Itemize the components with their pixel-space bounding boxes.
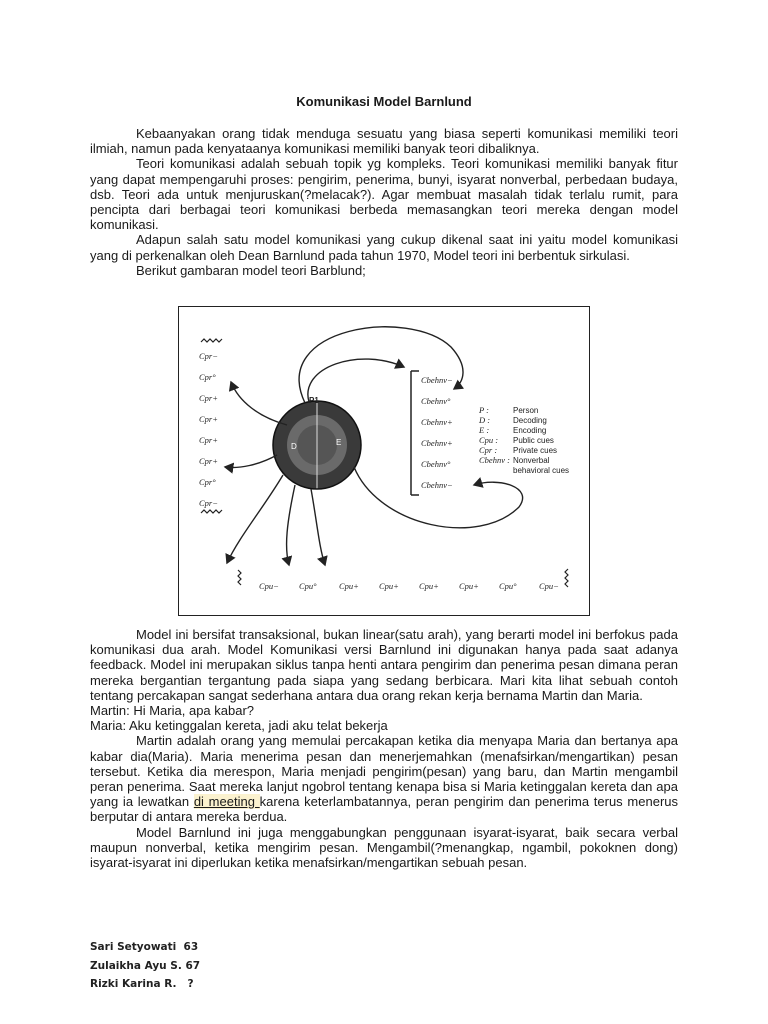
signature-2: Zulaikha Ayu S. 67 [90, 959, 201, 972]
paragraph-6-part-b: karena keterlambatannya, peran pengirim dan penerima terus menerus berputar di antara mereka berdua. [90, 794, 678, 825]
explanation-section [90, 627, 678, 870]
arrow-top-loop [299, 327, 463, 403]
cpr-label: Cpr+ [199, 435, 218, 445]
cpu-label: Cpu+ [419, 581, 439, 591]
zigzag-bottom-left-row [238, 570, 241, 585]
zigzag-bottom-right-row [565, 569, 568, 587]
cbehnv-label: Cbehnv° [421, 459, 451, 469]
arrow-to-cpr-upper [231, 382, 287, 425]
paragraph-3: Adapun salah satu model komunikasi yang cukup dikenal saat ini yaitu model komunikasi yang di perkenalkan oleh Dean Barnlund pada tahun 1970, Model teori ini berbentuk sirkulasi. [90, 232, 678, 263]
legend-desc: Decoding [513, 416, 547, 425]
cpu-label: Cpu° [499, 581, 517, 591]
cpr-label: Cpr+ [199, 456, 218, 466]
legend-key: Cbehnv : [479, 455, 510, 465]
private-cues-column [199, 351, 218, 508]
figure-legend [478, 405, 569, 475]
legend-desc: Person [513, 406, 539, 415]
behavioral-cues-column [421, 375, 453, 490]
legend-key: Cpu : [479, 435, 499, 445]
legend-desc: Private cues [513, 446, 558, 455]
document-title: Komunikasi Model Barnlund [296, 94, 472, 109]
arrow-to-cpu-2 [287, 485, 295, 565]
author-signatures [90, 938, 200, 994]
barnlund-diagram [179, 307, 589, 615]
cpr-label: Cpr° [199, 477, 216, 487]
cpr-label: Cpr+ [199, 414, 218, 424]
legend-key: E : [479, 425, 490, 435]
circle-label-e: E [336, 438, 342, 447]
paragraph-6 [90, 733, 678, 824]
cpu-label: Cpu° [299, 581, 317, 591]
arrow-to-cpu-1 [227, 475, 283, 563]
circle-label-p: P1 [309, 396, 319, 405]
legend-key: P : [479, 405, 489, 415]
intro-section [90, 126, 678, 278]
circle-label-d: D [291, 442, 297, 451]
barnlund-model-figure [178, 306, 590, 616]
paragraph-2: Teori komunikasi adalah sebuah topik yg kompleks. Teori komunikasi memiliki banyak fitur yang dapat mempengaruhi proses: pengirim, penerima, bunyi, isyarat nonverbal, perbedaan budaya, dsb. Teori ada untuk menjuruskan(?melacak?). Agar membuat masalah tidak terlalu rumit, para pencipta dari berbagai teori komunikasi berbeda memasangkan teori mereka dengan model komunikasi. [90, 156, 678, 233]
legend-desc: Nonverbal [513, 456, 550, 465]
arrow-to-cpu-3 [311, 489, 325, 565]
legend-desc: behavioral cues [513, 466, 570, 475]
legend-key: D : [479, 415, 491, 425]
legend-key: Cpr : [479, 445, 498, 455]
paragraph-7: Model Barnlund ini juga menggabungkan penggunaan isyarat-isyarat, baik secara verbal maupun nonverbal, ketika mengirim pesan. Mengambil(?menangkap, ngambil, pokoknen dong) isyarat-isyarat ini diperlukan ketika menafsirkan/mengartikan sebuah pesan. [90, 824, 678, 871]
cbehnv-label: Cbehnv+ [421, 438, 453, 448]
cbehnv-label: Cbehnv− [421, 480, 453, 490]
cpu-label: Cpu+ [339, 581, 359, 591]
cbehnv-label: Cbehnv+ [421, 417, 453, 427]
cpr-label: Cpr+ [199, 393, 218, 403]
paragraph-1: Kebaanyakan orang tidak menduga sesuatu yang biasa seperti komunikasi memiliki teori ilmiah, namun pada kenyataanya komunikasi memiliki banyak teori dibaliknya. [90, 126, 678, 157]
paragraph-5: Model ini bersifat transaksional, bukan linear(satu arah), yang berarti model ini berfokus pada komunikasi dua arah. Model Komunikasi versi Barnlund ini digunakan hanya pada saat adanya feedback. Model ini merupakan siklus tanpa henti antara pengirim dan penerima pesan dimana peran mereka bergantian tergantung pada siapa yang sedang berbicara. Mari kita lihat sebuah contoh tentang percakapan sangat sederhana antara dua orang rekan kerja bernama Martin dan Maria. [90, 627, 678, 703]
arrow-bottom-loop [354, 467, 523, 528]
paragraph-4: Berikut gambaran model teori Barblund; [136, 262, 366, 278]
zigzag-bottom-left [201, 510, 222, 513]
cbehnv-label: Cbehnv− [421, 375, 453, 385]
person-circle [273, 401, 361, 489]
legend-desc: Public cues [513, 436, 554, 445]
signature-3: Rizki Karina R. ? [90, 978, 194, 990]
cpu-label: Cpu+ [459, 581, 479, 591]
cpu-label: Cpu+ [379, 581, 399, 591]
signature-1: Sari Setyowati 63 [90, 941, 199, 953]
cpr-label: Cpr− [199, 351, 218, 361]
cpu-label: Cpu− [539, 581, 559, 591]
dialogue-martin: Martin: Hi Maria, apa kabar? [90, 703, 255, 719]
cpu-label: Cpu− [259, 581, 279, 591]
paragraph-6-part-a: Martin adalah orang yang memulai percakapan ketika dia menyapa Maria dan bertanya apa kabar dia(Maria). Maria menerima pesan dan menerjemahkan (menafsirkan/mengartikan) pesan tersebut. Ketika dia merespon, Maria menjadi pengirim(pesan) yang baru, dan Martin mengambil peran penerima. Saat mereka lanjut ngobrol tentang kenapa bisa si Maria ketinggalan kereta dan apa yang ia lewatkan [90, 733, 678, 810]
cpr-label: Cpr− [199, 498, 218, 508]
cbehnv-label: Cbehnv° [421, 396, 451, 406]
dialogue-maria: Maria: Aku ketinggalan kereta, jadi aku telat bekerja [90, 718, 388, 734]
arrow-to-behavior [308, 359, 404, 402]
arrow-to-cpr-lower [225, 455, 277, 468]
zigzag-top-left [201, 339, 222, 342]
highlighted-phrase: di meeting [193, 794, 260, 810]
cpr-label: Cpr° [199, 372, 216, 382]
legend-desc: Encoding [513, 426, 547, 435]
public-cues-row [259, 581, 559, 591]
